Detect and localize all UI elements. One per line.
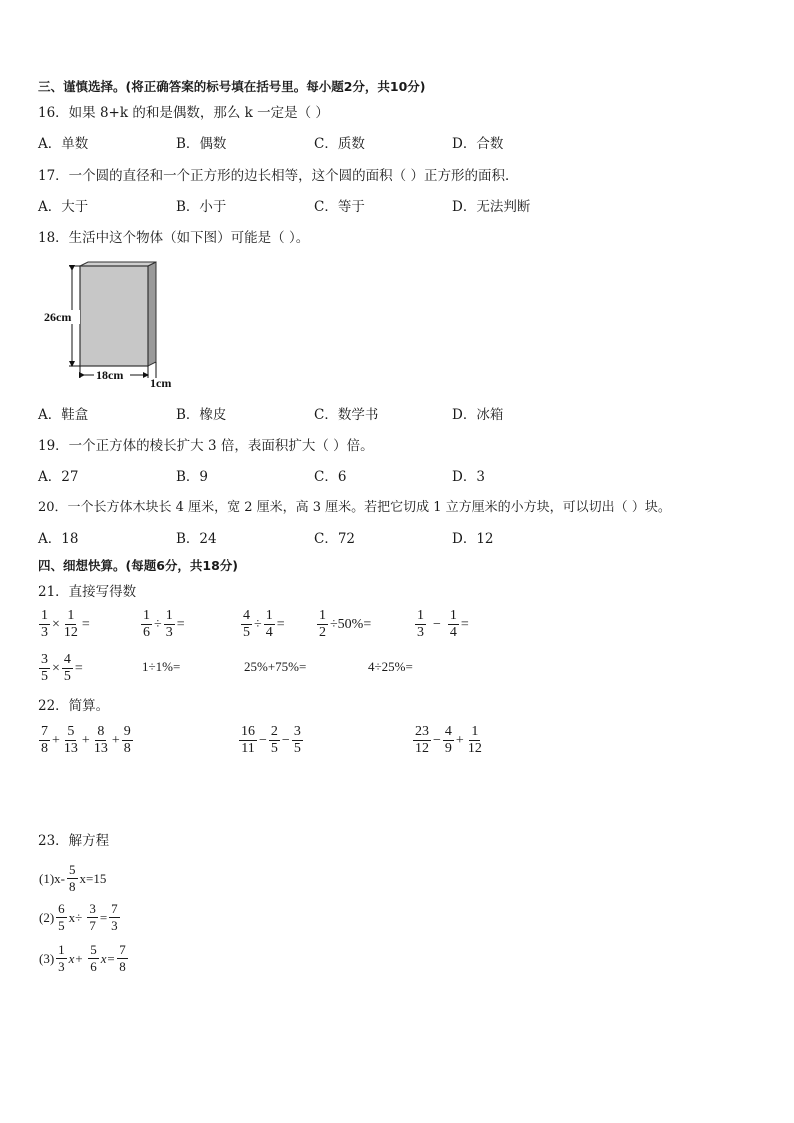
q20-option-a[interactable]: A．18 [38, 531, 79, 547]
q22-b-n1: 16 [241, 724, 255, 739]
q21-item-c [240, 608, 286, 641]
q23-e3-n3: 7 [119, 942, 126, 957]
q22-expr-b [238, 724, 304, 757]
q21-f-num2: 4 [63, 652, 71, 667]
q20-option-d[interactable]: D．12 [452, 531, 494, 547]
q22-a-n1: 7 [41, 724, 48, 739]
q21-f-den2: 5 [63, 669, 71, 684]
q21-item-i: 4÷25%= [368, 659, 413, 674]
q21-b-num2: 1 [165, 608, 173, 623]
width-label: 18cm [96, 368, 124, 382]
q21-e-op: − [433, 616, 441, 632]
q22-c-op1: − [433, 732, 441, 748]
q21-b-eq: = [176, 616, 185, 632]
q21-c-num2: 1 [265, 608, 273, 623]
q23-equation-2 [38, 901, 121, 934]
q21-item-g: 1÷1%= [142, 659, 181, 674]
q21-a-op: × [52, 616, 60, 632]
q22-a-d1: 8 [41, 741, 48, 756]
q21-e-num1: 1 [417, 608, 424, 623]
q16-option-b[interactable]: B．偶数 [176, 136, 227, 152]
q23-e2-mid: x÷ [68, 909, 83, 925]
q21-item-e [414, 608, 470, 641]
q18-option-d[interactable]: D．冰箱 [452, 407, 504, 423]
q16-stem: 16．如果 8+k 的和是偶数，那么 k 一定是（ ） [38, 105, 329, 121]
q22-expr-c [412, 724, 485, 757]
q22-b-d3: 5 [293, 741, 301, 756]
q16-option-d[interactable]: D．合数 [452, 136, 504, 152]
q18-option-a[interactable]: A．鞋盒 [38, 407, 89, 423]
q22-c-d2: 9 [444, 741, 452, 756]
q18-option-b[interactable]: B．橡皮 [176, 407, 227, 423]
q21-d-rest: ÷50%= [330, 616, 372, 632]
q17-options [38, 198, 738, 216]
q21-item-h: 25%+75%= [244, 659, 307, 674]
q17-option-b[interactable]: B．小于 [176, 199, 227, 215]
q19-option-a[interactable]: A．27 [38, 469, 79, 485]
q22-b-n3: 3 [293, 724, 301, 739]
q19-options [38, 468, 738, 486]
q21-c-op: ÷ [254, 616, 262, 632]
q23-e2-d2: 7 [89, 918, 96, 933]
book-top-shape [80, 262, 156, 266]
q22-b-n2: 2 [270, 724, 278, 739]
q21-e-num2: 1 [449, 608, 457, 623]
q22-c-d1: 12 [415, 741, 429, 756]
q23-e1-prefix: (1)x- [39, 870, 65, 886]
q23-e1-suffix: x=15 [79, 870, 107, 886]
q16-option-a[interactable]: A．单数 [38, 136, 89, 152]
q23-e2-n3: 7 [111, 901, 118, 916]
q21-a-den1: 3 [41, 625, 48, 640]
q22-a-d3: 13 [93, 741, 108, 756]
q23-e2-d3: 3 [111, 918, 118, 933]
q22-c-n2: 4 [444, 724, 452, 739]
q21-a-num2: 1 [67, 608, 75, 623]
q23-e3-n2: 5 [90, 942, 97, 957]
q21-c-den2: 4 [265, 625, 273, 640]
q21-a-eq: = [81, 616, 90, 632]
q22-a-op3: + [111, 732, 120, 748]
book-spine-shape [148, 262, 156, 366]
q23-e2-eq: = [99, 909, 108, 925]
q21-e-den1: 3 [417, 625, 424, 640]
q23-e2-d1: 5 [58, 918, 65, 933]
q22-c-n3: 1 [471, 724, 479, 739]
q22-b-d2: 5 [270, 741, 278, 756]
q18-option-c[interactable]: C．数学书 [314, 407, 379, 423]
q17-option-a[interactable]: A．大于 [38, 199, 89, 215]
q23-equation-1 [38, 862, 107, 895]
q22-a-d2: 13 [63, 741, 78, 756]
q16-options [38, 135, 738, 153]
q23-e3-d3: 8 [119, 959, 126, 974]
q16-option-c[interactable]: C．质数 [314, 136, 365, 152]
q23-e3-d1: 3 [58, 959, 65, 974]
section3-title: 三、谨慎选择。(将正确答案的标号填在括号里。每小题2分，共10分) [38, 79, 426, 94]
q21-b-op: ÷ [154, 616, 162, 632]
q22-a-op2: + [81, 732, 90, 748]
q22-b-op1: − [259, 732, 267, 748]
q23-e3-prefix: (3) [39, 950, 55, 966]
q22-stem: 22．简算。 [38, 698, 110, 714]
q22-b-op2: − [281, 732, 290, 748]
q21-b-den1: 6 [143, 625, 150, 640]
q21-a-den2: 12 [63, 625, 78, 640]
q21-d-den1: 2 [319, 625, 326, 640]
q19-option-c[interactable]: C．6 [314, 469, 347, 485]
q21-c-num1: 4 [243, 608, 250, 623]
q23-e3-tail: x= [100, 950, 116, 966]
q21-c-eq: = [276, 616, 285, 632]
q21-b-den2: 3 [165, 625, 173, 640]
q22-a-op1: + [52, 732, 60, 748]
q21-c-den1: 5 [243, 625, 250, 640]
q19-option-d[interactable]: D．3 [452, 469, 485, 485]
q21-e-den2: 4 [449, 625, 457, 640]
q22-expr-a [38, 724, 134, 757]
q22-c-n1: 23 [415, 724, 429, 739]
q21-item-f [38, 652, 84, 685]
q23-stem: 23．解方程 [38, 833, 110, 849]
q19-option-b[interactable]: B．9 [176, 469, 209, 485]
q21-item-a [38, 608, 91, 641]
q20-option-b[interactable]: B．24 [176, 531, 217, 547]
height-label: 26cm [44, 310, 72, 324]
q20-stem: 20．一个长方体木块长 4 厘米，宽 2 厘米，高 3 厘米。若把它切成 1 立方厘米的小方块，可以切出（ ）块。 [38, 500, 671, 515]
q20-option-c[interactable]: C．72 [314, 531, 356, 547]
q21-f-num1: 3 [41, 652, 48, 667]
q21-e-eq: = [460, 616, 469, 632]
q19-stem: 19．一个正方体的棱长扩大 3 倍，表面积扩大（ ）倍。 [38, 438, 374, 454]
q17-stem: 17．一个圆的直径和一个正方形的边长相等，这个圆的面积（ ）正方形的面积． [38, 168, 519, 184]
q21-f-eq: = [74, 660, 83, 676]
q21-d-num1: 1 [319, 608, 326, 623]
q23-e2-n2: 3 [89, 901, 96, 916]
q17-option-c[interactable]: C．等于 [314, 199, 365, 215]
book-front-face [80, 266, 148, 366]
q21-b-num1: 1 [143, 608, 150, 623]
q21-stem: 21．直接写得数 [38, 584, 137, 600]
depth-label: 1cm [150, 376, 172, 388]
q21-item-b [140, 608, 186, 641]
q21-f-op: × [52, 660, 60, 676]
q23-e3-d2: 6 [90, 959, 97, 974]
q22-a-n4: 9 [123, 724, 131, 739]
q21-item-d [316, 608, 372, 641]
q21-f-den1: 5 [41, 669, 48, 684]
q23-e3-n1: 1 [58, 942, 65, 957]
q21-a-num1: 1 [41, 608, 48, 623]
q22-c-d3: 12 [467, 741, 482, 756]
book-figure [40, 258, 180, 388]
q18-options [38, 406, 738, 424]
q22-b-d1: 11 [241, 741, 255, 756]
q23-e2-n1: 6 [58, 901, 65, 916]
q23-e3-mid: x+ [68, 950, 84, 966]
q18-stem: 18．生活中这个物体（如下图）可能是（ ）。 [38, 230, 310, 246]
q20-options [38, 530, 738, 548]
q22-a-d4: 8 [123, 741, 131, 756]
q23-e1-num: 5 [69, 862, 76, 877]
q23-e2-prefix: (2) [39, 909, 55, 925]
q23-e1-den: 8 [69, 879, 76, 894]
q22-a-n2: 5 [67, 724, 75, 739]
section4-title: 四、细想快算。(每题6分，共18分) [38, 558, 239, 573]
q23-equation-3 [38, 942, 129, 975]
q22-a-n3: 8 [97, 724, 105, 739]
q22-c-op2: + [455, 732, 464, 748]
q17-option-d[interactable]: D．无法判断 [452, 199, 531, 215]
